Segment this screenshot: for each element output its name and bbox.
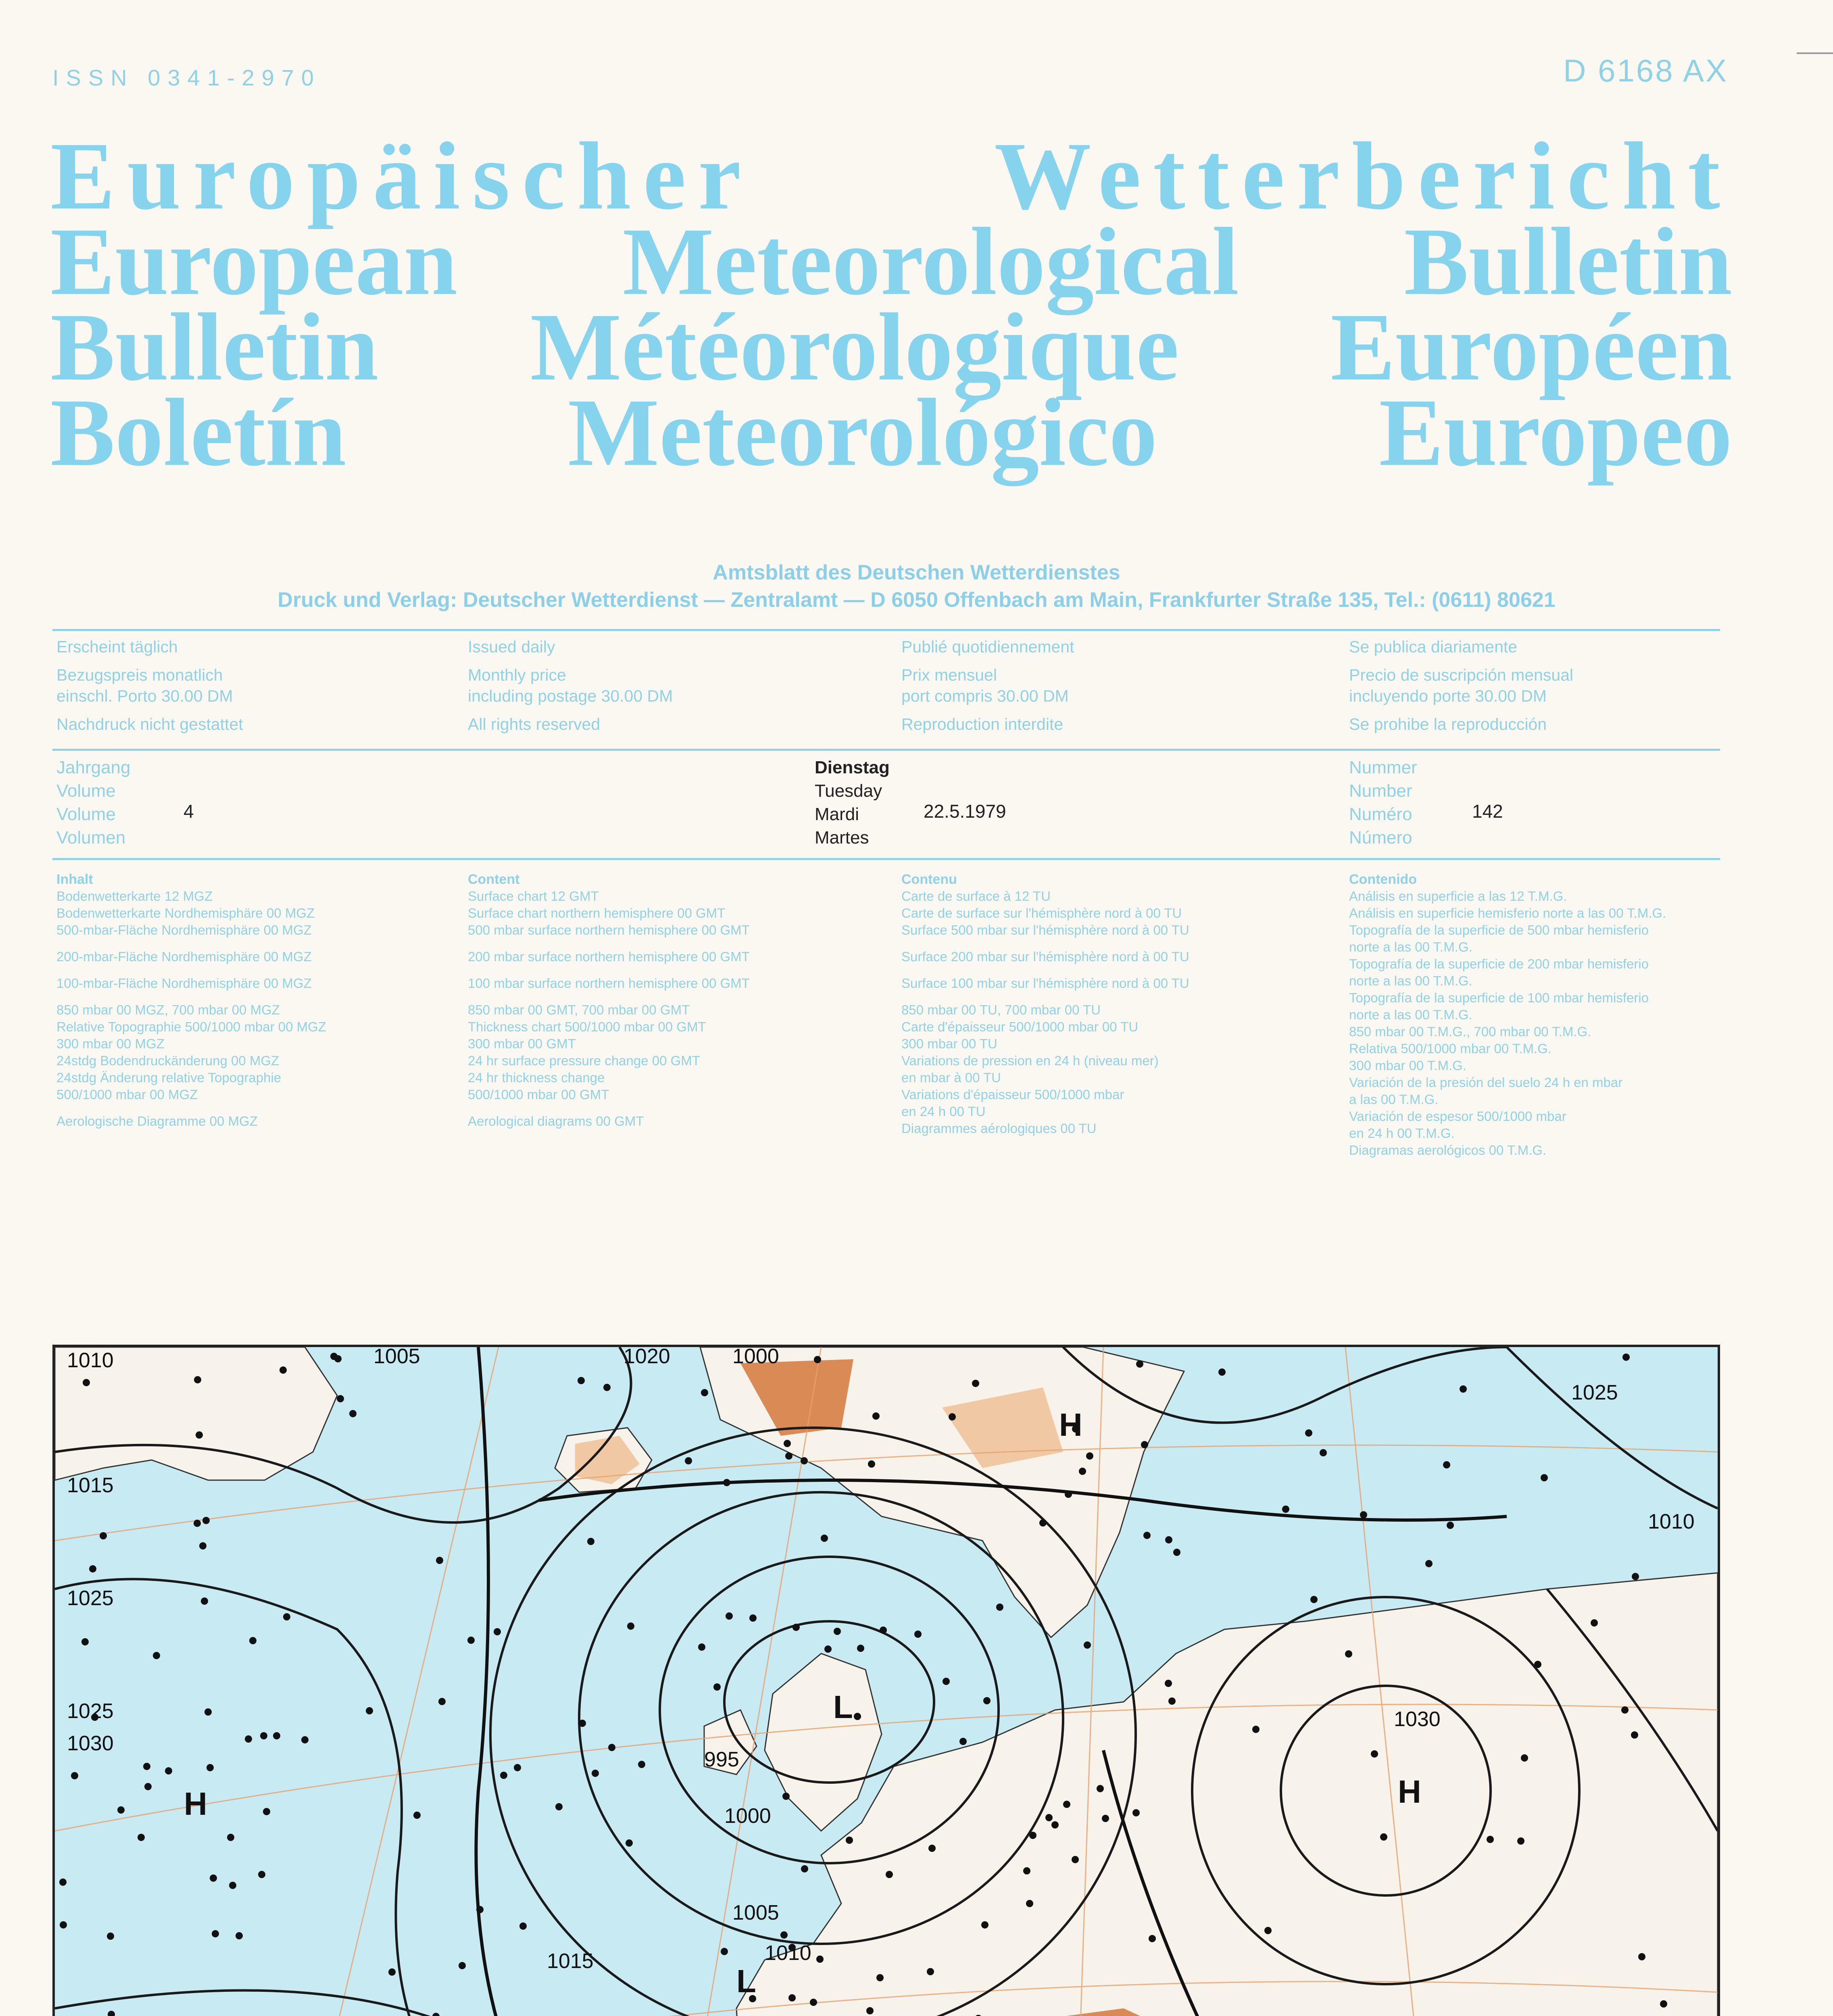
station-marker	[1072, 1856, 1079, 1863]
station-marker	[846, 1837, 853, 1844]
station-marker	[1521, 1754, 1528, 1762]
contents-item: Topografía de la superficie de 200 mbar hemisferio	[1349, 956, 1649, 971]
contents-item	[56, 965, 326, 975]
station-marker	[81, 1638, 89, 1645]
weather-map-drawing	[55, 1347, 1718, 2016]
station-marker	[413, 1812, 421, 1819]
contents-item: Diagramas aerológicos 00 T.M.G.	[1349, 1143, 1547, 1158]
contents-item: Topografía de la superficie de 100 mbar hemisferio	[1349, 990, 1649, 1005]
station-marker	[782, 1793, 790, 1800]
station-marker	[1173, 1549, 1180, 1556]
station-marker	[1084, 1641, 1091, 1649]
official-gazette-line: Amtsblatt des Deutschen Wetterdienstes	[713, 561, 1120, 584]
station-marker	[194, 1520, 201, 1527]
surface-weather-map	[52, 1345, 1720, 2016]
divider-top	[52, 629, 1720, 631]
station-marker	[1638, 1953, 1645, 1960]
isobar-label: 1030	[1394, 1708, 1441, 1731]
station-marker	[854, 1713, 861, 1720]
contents-item: 850 mbar 00 GMT, 700 mbar 00 GMT	[468, 1002, 690, 1017]
title-german: Europäischer Wetterbericht	[50, 122, 1732, 229]
station-marker	[89, 1565, 96, 1572]
station-marker	[876, 1974, 884, 1981]
contents-item: 300 mbar 00 MGZ	[56, 1036, 165, 1051]
contents-item: Surface chart northern hemisphere 00 GMT	[468, 906, 726, 921]
station-marker	[436, 1557, 443, 1564]
station-marker	[578, 1377, 585, 1384]
station-marker	[1591, 1619, 1598, 1627]
contents-item: 24stdg Änderung relative Topographie	[56, 1070, 282, 1085]
title-english: European Meteorological Bulletin	[50, 208, 1732, 315]
station-marker	[204, 1708, 212, 1716]
day-labels: Dienstag Tuesday Mardi Martes	[815, 758, 890, 848]
station-marker	[785, 1452, 792, 1460]
station-marker	[927, 1968, 934, 1975]
contents-item: 24 hr surface pressure change 00 GMT	[468, 1053, 700, 1068]
contents-item: 100 mbar surface northern hemisphere 00 GMT	[468, 976, 750, 991]
volume-labels: Jahrgang Volume Volume Volumen	[56, 758, 131, 848]
station-marker	[1425, 1560, 1433, 1567]
station-marker	[1345, 1650, 1352, 1658]
contents-item: Variación de la presión del suelo 24 h en mbar	[1349, 1075, 1623, 1090]
subscription-es: Se publica diariamente Precio de suscripción mensual incluyendo porte 30.00 DM Se prohibe la reproducción	[1349, 637, 1574, 733]
station-marker	[459, 1962, 466, 1969]
station-marker	[810, 1999, 817, 2006]
divider-lower	[52, 858, 1720, 860]
station-marker	[273, 1732, 280, 1739]
contents-item: 24stdg Bodendruckänderung 00 MGZ	[56, 1053, 279, 1068]
station-marker	[713, 1683, 721, 1691]
station-marker	[210, 1874, 217, 1882]
station-marker	[1371, 1750, 1378, 1758]
isobar-label: 1025	[67, 1587, 114, 1610]
station-marker	[685, 1457, 692, 1464]
station-marker	[334, 1355, 342, 1362]
contents-item: 850 mbar 00 T.M.G., 700 mbar 00 T.M.G.	[1349, 1024, 1591, 1039]
contents-item	[901, 939, 1189, 948]
station-marker	[638, 1761, 645, 1768]
station-marker	[1039, 1519, 1047, 1527]
issue-number: 142	[1472, 801, 1503, 822]
contents-de	[56, 871, 326, 1130]
station-marker	[816, 1956, 824, 1963]
station-marker	[1541, 1474, 1548, 1481]
station-marker	[59, 1879, 67, 1886]
station-marker	[206, 1764, 214, 1771]
station-marker	[943, 1678, 950, 1685]
station-marker	[117, 1806, 125, 1814]
subscription-fr: Publié quotidiennement Prix mensuel port compris 30.00 DM Reproduction interdite	[901, 637, 1074, 733]
station-marker	[1264, 1927, 1272, 1934]
station-marker	[788, 1994, 796, 2001]
station-marker	[1310, 1596, 1318, 1603]
contents-item: en mbar à 00 TU	[901, 1070, 1001, 1085]
station-marker	[857, 1645, 864, 1652]
contents-item: Surface 200 mbar sur l'hémisphère nord à 00 TU	[901, 949, 1189, 964]
station-marker	[1143, 1532, 1151, 1539]
station-marker	[1141, 1441, 1148, 1448]
station-marker	[258, 1871, 265, 1878]
station-marker	[1026, 1900, 1033, 1907]
isobar-label: 1025	[67, 1699, 114, 1723]
station-marker	[1097, 1785, 1104, 1792]
contents-item	[468, 965, 750, 975]
station-marker	[500, 1772, 507, 1779]
station-marker	[801, 1865, 808, 1872]
volume-value: 4	[184, 801, 194, 822]
station-marker	[337, 1395, 344, 1402]
contents-item: Carte de surface sur l'hémisphère nord à 00 TU	[901, 906, 1182, 921]
high-center-4: H	[1398, 1774, 1421, 1810]
subscription-en: Issued daily Monthly price including postage 30.00 DM All rights reserved	[468, 637, 673, 733]
station-marker	[212, 1930, 219, 1937]
isobar-label: 1010	[765, 1941, 811, 1965]
contents-item: 500-mbar-Fläche Nordhemisphäre 00 MGZ	[56, 923, 312, 937]
station-marker	[1218, 1368, 1226, 1376]
station-marker	[249, 1637, 256, 1644]
contents-item: 300 mbar 00 T.M.G.	[1349, 1058, 1467, 1073]
station-marker	[196, 1431, 203, 1439]
station-marker	[821, 1535, 828, 1542]
station-marker	[494, 1628, 501, 1635]
contents-item: Surface 100 mbar sur l'hémisphère nord à 00 TU	[901, 976, 1189, 991]
station-marker	[1621, 1706, 1629, 1714]
contents-item: Surface chart 12 GMT	[468, 889, 599, 904]
station-marker	[1045, 1814, 1053, 1821]
station-marker	[587, 1538, 594, 1545]
station-marker	[1632, 1573, 1639, 1580]
contents-item: norte a las 00 T.M.G.	[1349, 1007, 1472, 1022]
station-marker	[100, 1532, 107, 1539]
station-marker	[107, 1933, 114, 1940]
contents-es	[1349, 871, 1666, 1159]
contents-item: Relativa 500/1000 mbar 00 T.M.G.	[1349, 1041, 1551, 1056]
station-marker	[1660, 2000, 1667, 2008]
station-marker	[698, 1643, 705, 1651]
station-marker	[723, 1479, 730, 1486]
station-marker	[283, 1613, 290, 1620]
contents-item	[56, 1103, 326, 1113]
station-marker	[143, 1763, 150, 1770]
station-marker	[138, 1834, 145, 1841]
isobar-label: 1015	[67, 1474, 114, 1497]
station-marker	[1460, 1385, 1467, 1393]
isobar-label: 1000	[724, 1804, 771, 1828]
station-marker	[260, 1732, 267, 1739]
contents-item: 200 mbar surface northern hemisphere 00 GMT	[468, 949, 750, 964]
station-marker	[1102, 1815, 1109, 1822]
contents-item: norte a las 00 T.M.G.	[1349, 939, 1472, 954]
station-marker	[83, 1379, 90, 1386]
contents-item: 500/1000 mbar 00 MGZ	[56, 1087, 198, 1102]
isobar-label: 1030	[67, 1732, 114, 1755]
station-marker	[71, 1772, 78, 1779]
station-marker	[868, 1460, 875, 1468]
contents-item: Análisis en superficie hemisferio norte a las 00 T.M.G.	[1349, 906, 1666, 921]
station-marker	[721, 1948, 728, 1955]
station-marker	[1023, 1867, 1030, 1874]
station-marker	[579, 1720, 586, 1727]
station-marker	[1380, 1833, 1387, 1841]
station-marker	[555, 1803, 563, 1810]
station-marker	[592, 1770, 599, 1777]
station-marker	[792, 1624, 800, 1631]
station-marker	[701, 1389, 708, 1396]
isobar-label: 1000	[732, 1347, 779, 1368]
station-marker	[801, 1457, 808, 1464]
station-marker	[866, 2007, 874, 2014]
contents-item: Variación de espesor 500/1000 mbar	[1349, 1109, 1566, 1124]
contents-item: Thickness chart 500/1000 mbar 00 GMT	[468, 1019, 706, 1034]
station-marker	[1360, 1511, 1367, 1518]
subscription-de: Erscheint täglich Bezugspreis monatlich einschl. Porto 30.00 DM Nachdruck nicht gestattet	[56, 637, 243, 733]
station-marker	[366, 1707, 373, 1714]
contents-heading: Inhalt	[56, 872, 93, 887]
isobar-label: 1010	[67, 1349, 114, 1372]
station-marker	[872, 1412, 880, 1420]
publisher-line: Druck und Verlag: Deutscher Wetterdienst — Zentralamt — D 6050 Offenbach am Main, Frankfurter Straße 135, Tel.: (0611) 80621	[277, 588, 1556, 612]
station-marker	[914, 1631, 922, 1638]
title-spanish: Boletín Meteorológico Europeo	[50, 379, 1732, 486]
station-marker	[1063, 1801, 1070, 1808]
station-marker	[1168, 1697, 1176, 1705]
station-marker	[165, 1767, 172, 1774]
contents-item: 500/1000 mbar 00 GMT	[468, 1087, 609, 1102]
contents-item: 500 mbar surface northern hemisphere 00 GMT	[468, 923, 750, 937]
station-marker	[1517, 1837, 1524, 1845]
station-marker	[1282, 1506, 1289, 1513]
contents-item: 300 mbar 00 GMT	[468, 1036, 576, 1051]
title-french: Bulletin Météorologique Européen	[50, 293, 1732, 400]
station-marker	[1443, 1461, 1450, 1468]
station-marker	[519, 1922, 527, 1930]
contents-item: Bodenwetterkarte 12 MGZ	[56, 889, 213, 904]
station-marker	[202, 1517, 210, 1524]
contents-item: Aerological diagrams 00 GMT	[468, 1114, 644, 1129]
station-marker	[749, 1614, 757, 1622]
contents-item: Análisis en superficie a las 12 T.M.G.	[1349, 889, 1567, 904]
station-marker	[476, 1906, 484, 1913]
issn-number: ISSN 0341-2970	[52, 65, 321, 90]
station-marker	[263, 1808, 270, 1815]
station-marker	[784, 1440, 791, 1447]
station-marker	[236, 1932, 243, 1939]
station-marker	[388, 1968, 396, 1976]
station-marker	[60, 1921, 67, 1929]
station-marker	[959, 1738, 967, 1745]
station-marker	[972, 1380, 979, 1387]
contents-heading: Contenido	[1349, 872, 1417, 887]
isobar-label: 995	[704, 1748, 739, 1771]
contents-item: Variations d'épaisseur 500/1000 mbar	[901, 1087, 1124, 1102]
station-marker	[928, 1845, 936, 1852]
contents-item: Topografía de la superficie de 500 mbar hemisferio	[1349, 923, 1649, 937]
contents-heading: Content	[468, 872, 520, 887]
contents-item	[468, 939, 750, 948]
station-marker	[1132, 1809, 1140, 1816]
station-marker	[199, 1542, 206, 1549]
station-marker	[144, 1783, 152, 1790]
station-marker	[467, 1637, 475, 1644]
issue-date: 22.5.1979	[924, 801, 1006, 822]
contents-fr	[901, 871, 1189, 1137]
station-marker	[1029, 1832, 1036, 1839]
contents-item: a las 00 T.M.G.	[1349, 1092, 1439, 1107]
masthead-titles	[50, 122, 1732, 486]
contents-item	[468, 1103, 750, 1113]
station-marker	[1534, 1661, 1541, 1668]
contents-item: Diagrammes aérologiques 00 TU	[901, 1121, 1097, 1136]
station-marker	[279, 1366, 287, 1374]
station-marker	[1631, 1731, 1638, 1739]
contents-item: Surface 500 mbar sur l'hémisphère nord à 00 TU	[901, 923, 1189, 937]
station-marker	[1136, 1360, 1143, 1368]
low-center-2: L	[736, 1963, 756, 1999]
high-center-1: H	[1059, 1407, 1082, 1443]
contents-item: Relative Topographie 500/1000 mbar 00 MGZ	[56, 1019, 326, 1034]
contents-item: Carte d'épaisseur 500/1000 mbar 00 TU	[901, 1019, 1139, 1034]
station-marker	[1079, 1468, 1086, 1475]
station-marker	[626, 1839, 633, 1847]
station-marker	[194, 1376, 201, 1383]
station-marker	[608, 1744, 615, 1751]
contents-en	[468, 871, 750, 1130]
contents-item: 300 mbar 00 TU	[901, 1036, 997, 1051]
contents-item	[901, 992, 1189, 1002]
contents-item: 100-mbar-Fläche Nordhemisphäre 00 MGZ	[56, 976, 312, 991]
station-marker	[780, 1931, 788, 1939]
isobar-label: 1020	[624, 1347, 670, 1368]
station-marker	[153, 1652, 160, 1659]
station-marker	[814, 1356, 821, 1363]
isobar-label: 1015	[547, 1949, 594, 1973]
page-edge-mark	[1797, 52, 1833, 54]
station-marker	[880, 1627, 887, 1634]
station-marker	[603, 1384, 611, 1391]
contents-item: 850 mbar 00 MGZ, 700 mbar 00 MGZ	[56, 1002, 280, 1017]
isobar-label: 1025	[1571, 1381, 1618, 1404]
station-marker	[1149, 1935, 1156, 1942]
contents-item	[56, 992, 326, 1002]
station-marker	[227, 1834, 234, 1841]
station-marker	[1065, 1491, 1072, 1498]
station-marker	[438, 1698, 446, 1705]
divider-middle	[52, 749, 1720, 751]
station-marker	[1086, 1452, 1093, 1460]
contents-item: en 24 h 00 T.M.G.	[1349, 1126, 1455, 1141]
contents-heading: Contenu	[901, 872, 957, 887]
station-marker	[1447, 1522, 1454, 1529]
contents-item: Aerologische Diagramme 00 MGZ	[56, 1114, 258, 1129]
station-marker	[1252, 1726, 1260, 1733]
station-marker	[627, 1622, 634, 1630]
station-marker	[1622, 1354, 1630, 1361]
station-marker	[1165, 1536, 1172, 1543]
station-marker	[726, 1612, 733, 1620]
isobar-label: 1005	[732, 1901, 779, 1924]
contents-item: Bodenwetterkarte Nordhemisphäre 00 MGZ	[56, 906, 315, 921]
station-marker	[886, 1871, 893, 1878]
contents-item	[468, 992, 750, 1002]
station-marker	[349, 1410, 357, 1417]
contents-item: 850 mbar 00 TU, 700 mbar 00 TU	[901, 1002, 1101, 1017]
number-labels: Nummer Number Numéro Número	[1349, 758, 1417, 848]
station-marker	[229, 1882, 236, 1889]
contents-item: norte a las 00 T.M.G.	[1349, 973, 1472, 988]
station-marker	[245, 1735, 252, 1743]
station-marker	[201, 1597, 208, 1605]
station-marker	[1487, 1836, 1494, 1843]
isobar-label: 1005	[373, 1347, 420, 1368]
station-marker	[824, 1645, 832, 1653]
station-marker	[301, 1736, 309, 1743]
low-center-1: L	[833, 1689, 853, 1725]
contents-item: 24 hr thickness change	[468, 1070, 605, 1085]
station-marker	[834, 1628, 841, 1635]
station-marker	[996, 1604, 1003, 1611]
contents-item	[901, 965, 1189, 975]
contents-item: Carte de surface à 12 TU	[901, 889, 1051, 904]
contents-item	[56, 939, 326, 948]
station-marker	[1320, 1449, 1327, 1456]
station-marker	[949, 1413, 956, 1420]
contents-item: en 24 h 00 TU	[901, 1104, 986, 1119]
isobar-label: 1010	[1648, 1510, 1695, 1533]
contents-item: 200-mbar-Fläche Nordhemisphäre 00 MGZ	[56, 949, 312, 964]
high-center-2: H	[184, 1786, 207, 1822]
contents-item: Variations de pression en 24 h (niveau mer)	[901, 1053, 1159, 1068]
station-marker	[981, 1921, 988, 1929]
station-marker	[514, 1764, 521, 1771]
document-number: D 6168 AX	[1563, 53, 1728, 88]
station-marker	[1165, 1680, 1172, 1687]
station-marker	[1051, 1821, 1059, 1829]
station-marker	[983, 1697, 991, 1704]
station-marker	[1305, 1429, 1312, 1437]
